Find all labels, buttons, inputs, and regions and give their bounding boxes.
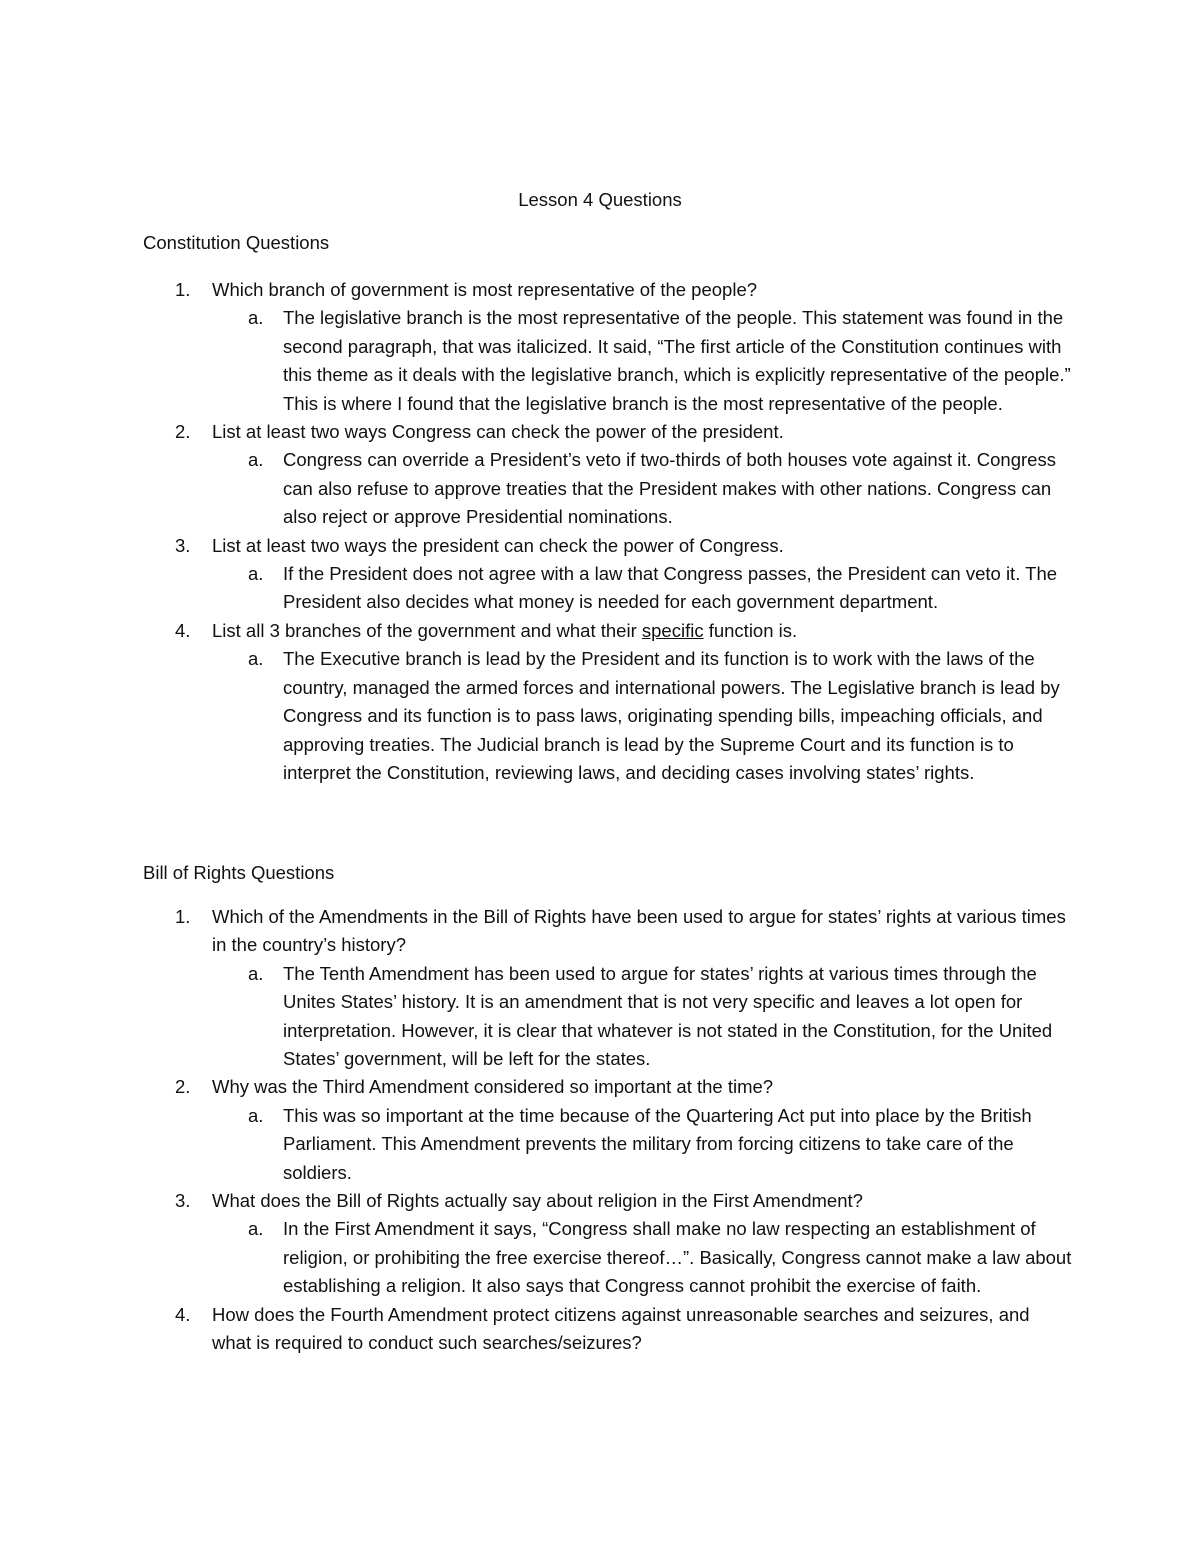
answer-item [143,1102,1073,1187]
question-item [143,418,1073,532]
answer-letter: a. [248,1218,264,1240]
question-text: What does the Bill of Rights actually say about religion in the First Amendment? [212,1190,863,1212]
question-text: Which of the Amendments in the Bill of Rights have been used to argue for states’ rights at various times in the country’s history? [212,906,1066,956]
question-item [143,276,1073,418]
question-number: 3. [175,1190,191,1212]
bill-of-rights-question-list [143,903,1073,1358]
answer-item [143,960,1073,1074]
answer-letter: a. [248,1104,264,1126]
question-item [143,1301,1073,1358]
question-number: 3. [175,534,191,556]
answer-text: The legislative branch is the most representative of the people. This statement was found in the second paragraph, that was italicized. It said, “The first article of the Constitution continues with this theme as it deals with the legislative branch, which is explicitly representative of the people.” This is where I found that the legislative branch is the most representative of the people. [283,307,1071,414]
question-item [143,1187,1073,1301]
answer-text: If the President does not agree with a law that Congress passes, the President can veto it. The President also decides what money is needed for each government department. [283,563,1058,613]
question-number: 2. [175,421,191,443]
question-text [212,617,1073,645]
underlined-word: specific [641,619,704,641]
answer-item [143,446,1073,531]
answer-item [143,560,1073,617]
question-text: Why was the Third Amendment considered so important at the time? [212,1076,774,1098]
question-item [143,532,1073,617]
answer-letter: a. [248,449,264,471]
answer-text: The Executive branch is lead by the President and its function is to work with the laws of the country, managed the armed forces and international powers. The Legislative branch is lead by Congress and its function is to pass laws, originating spending bills, impeaching officials, and approving treaties. The Judicial branch is lead by the Supreme Court and its function is to interpret the Constitution, reviewing laws, and deciding cases involving states’ rights. [283,648,1060,783]
answer-item [143,645,1073,787]
question-text-part: function is. [703,619,798,641]
answer-letter: a. [248,563,264,585]
question-number: 2. [175,1076,191,1098]
question-item [143,903,1073,1073]
answer-text: In the First Amendment it says, “Congress shall make no law respecting an establishment of religion, or prohibiting the free exercise thereof…”. Basically, Congress cannot make a law about establishing a religion. It also says that Congress cannot prohibit the exercise of faith. [283,1218,1072,1297]
question-text: List at least two ways the president can check the power of Congress. [212,534,784,556]
question-text: Which branch of government is most representative of the people? [212,279,758,300]
question-text-part: List all 3 branches of the government and what their [212,619,642,641]
document-title: Lesson 4 Questions [518,189,682,210]
question-item [143,617,1073,787]
question-item [143,1073,1073,1187]
question-number: 1. [175,906,191,927]
section-heading-constitution: Constitution Questions [143,232,330,253]
question-number: 4. [175,619,191,641]
constitution-question-list [143,276,1073,787]
answer-item [143,1215,1073,1300]
question-number: 4. [175,1303,191,1325]
answer-text: This was so important at the time because of the Quartering Act put into place by the British Parliament. This Amendment prevents the military from forcing citizens to take care of the soldiers. [283,1104,1032,1183]
answer-text: The Tenth Amendment has been used to argue for states’ rights at various times through the Unites States’ history. It is an amendment that is not very specific and leaves a lot open for interpretation. However, it is clear that whatever is not stated in the Constitution, for the United States’ government, will be left for the states. [283,962,1053,1070]
question-text: List at least two ways Congress can check the power of the president. [212,421,784,443]
section-heading-bill-of-rights: Bill of Rights Questions [143,862,335,883]
answer-letter: a. [248,962,264,984]
answer-letter: a. [248,307,264,329]
question-text: How does the Fourth Amendment protect citizens against unreasonable searches and seizures, and what is required to conduct such searches/seizures? [212,1303,1030,1354]
question-number: 1. [175,279,191,300]
answer-letter: a. [248,648,264,670]
answer-item [143,304,1073,418]
answer-text: Congress can override a President’s veto if two-thirds of both houses vote against it. Congress can also refuse to approve treaties that the President makes with other nations. Congress can also reject or approve Presidential nominations. [283,449,1056,528]
